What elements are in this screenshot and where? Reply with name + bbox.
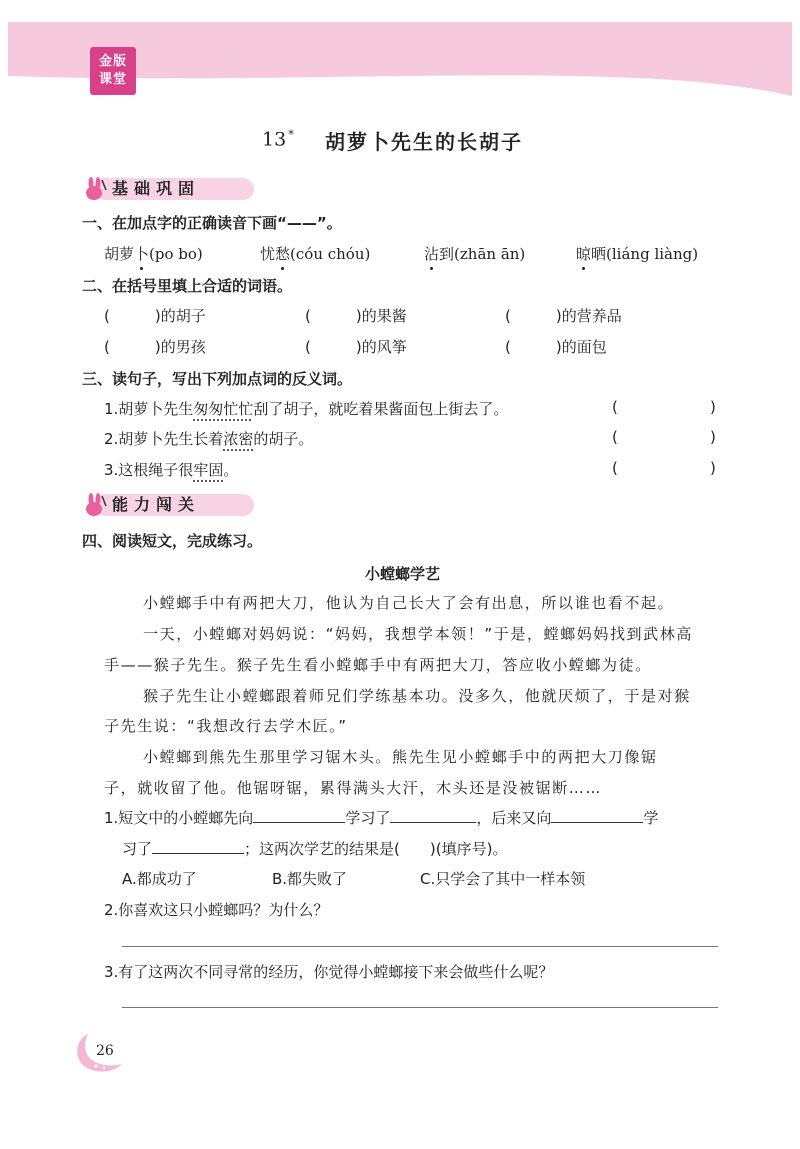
q2-blank-1: ( )的胡子	[104, 307, 206, 325]
logo-line-1: 金版	[98, 54, 127, 69]
lesson-mark: *	[288, 128, 294, 141]
story-paragraph-4b: 子，就收留了他。他锯呀锯，累得满头大汗，木头还是没被锯断……	[104, 779, 603, 797]
story-paragraph-1: 小螳螂手中有两把大刀，他认为自己长大了会有出息，所以谁也看不起。	[143, 594, 675, 612]
answer-blank[interactable]	[390, 807, 476, 823]
q3-paren-open: (	[612, 428, 618, 446]
q3-paren-close: )	[710, 398, 716, 416]
q1-item-1: 胡萝卜(po bo)	[104, 245, 203, 263]
exercise-2: 2.你喜欢这只小螳螂吗？为什么？	[104, 901, 329, 919]
option-c: C.只学会了其中一样本领	[420, 870, 586, 888]
q2-heading: 二、在括号里填上合适的词语。	[82, 277, 293, 295]
lesson-number: 13 *	[262, 128, 294, 151]
section-banner-ability	[82, 492, 262, 518]
exercise-1-line-2: 习了 ；这两次学艺的结果是( )(填序号)。	[122, 840, 508, 858]
option-b: B.都失败了	[272, 870, 348, 888]
q1-item-2: 忧愁(cóu chóu)	[260, 245, 371, 263]
rabbit-icon	[82, 492, 108, 518]
q3-heading: 三、读句子，写出下列加点词的反义词。	[82, 370, 353, 388]
q2-blank-2: ( )的果酱	[305, 307, 407, 325]
answer-line[interactable]	[122, 1007, 718, 1008]
dotted-word: 匆匆忙忙	[193, 400, 254, 418]
dotted-char: 卜	[134, 245, 150, 263]
dotted-char: 沾	[424, 245, 440, 263]
q1-item-4: 晾晒(liáng liàng)	[576, 245, 699, 263]
lesson-title: 胡萝卜先生的长胡子	[325, 130, 523, 154]
q3-paren-open: (	[612, 459, 618, 477]
answer-blank[interactable]	[152, 838, 244, 854]
section-banner-basic	[82, 176, 262, 202]
story-paragraph-4a: 小螳螂到熊先生那里学习锯木头。熊先生见小螳螂手中的两把大刀像锯	[143, 748, 658, 766]
q3-sentence-1: 1.胡萝卜先生匆匆忙忙刮了胡子，就吃着果酱面包上街去了。	[104, 400, 509, 418]
q3-paren-open: (	[612, 398, 618, 416]
dotted-char: 愁	[275, 245, 291, 263]
exercise-3: 3.有了这两次不同寻常的经历，你觉得小螳螂接下来会做些什么呢？	[104, 963, 554, 981]
q3-sentence-2: 2.胡萝卜先生长着浓密的胡子。	[104, 430, 314, 448]
answer-line[interactable]	[122, 946, 718, 947]
story-paragraph-2b: 手——猴子先生。猴子先生看小螳螂手中有两把大刀，答应收小螳螂为徒。	[104, 656, 652, 674]
story-paragraph-3a: 猴子先生让小螳螂跟着师兄们学练基本功。没多久，他就厌烦了，于是对猴	[143, 687, 691, 705]
q1-heading: 一、在加点字的正确读音下画“——”。	[82, 214, 342, 232]
story-paragraph-3b: 子先生说：“我想改行去学木匠。”	[104, 717, 348, 735]
q4-heading: 四、阅读短文，完成练习。	[82, 532, 263, 550]
q2-blank-5: ( )的风筝	[305, 338, 407, 356]
q3-paren-close: )	[710, 459, 716, 477]
section-title-ability: 能力闯关	[112, 495, 201, 514]
q2-blank-4: ( )的男孩	[104, 338, 206, 356]
story-title: 小螳螂学艺	[365, 565, 441, 583]
answer-blank[interactable]	[253, 807, 345, 823]
publisher-logo	[90, 47, 136, 95]
q2-blank-6: ( )的面包	[505, 338, 607, 356]
q2-blank-3: ( )的营养品	[505, 307, 622, 325]
q3-sentence-3: 3.这根绳子很牢固。	[104, 461, 239, 479]
page-number: 26	[96, 1043, 114, 1059]
answer-blank[interactable]	[551, 807, 643, 823]
dotted-word: 牢固	[193, 461, 224, 479]
q1-item-3: 沾到(zhān ān)	[424, 245, 526, 263]
rabbit-icon	[82, 176, 108, 202]
dotted-word: 浓密	[223, 430, 254, 448]
q3-paren-close: )	[710, 428, 716, 446]
logo-line-2: 课堂	[98, 72, 127, 87]
story-paragraph-2a: 一天，小螳螂对妈妈说：“妈妈，我想学本领！”于是，螳螂妈妈找到武林高	[143, 625, 693, 643]
exercise-1-line-1: 1.短文中的小螳螂先向 学习了 ，后来又向 学	[104, 809, 659, 827]
dotted-char: 晾	[576, 245, 592, 263]
section-title-basic: 基础巩固	[112, 179, 201, 198]
option-a: A.都成功了	[122, 870, 197, 888]
